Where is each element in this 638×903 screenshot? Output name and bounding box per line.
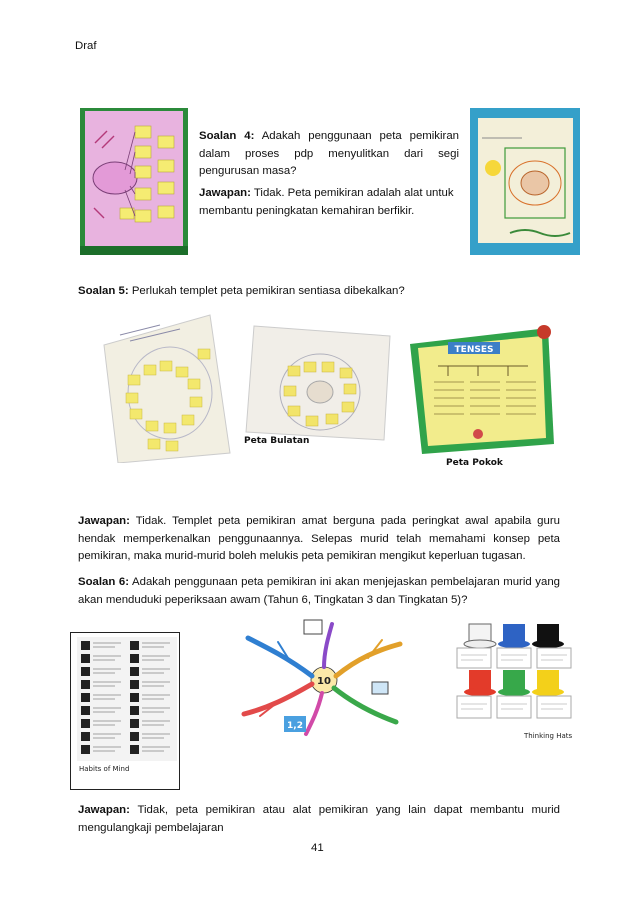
photo-habits-of-mind	[70, 632, 180, 790]
q6-question	[78, 574, 560, 609]
q4-question	[199, 128, 459, 181]
photo-mind-map	[228, 618, 410, 738]
q6-answer	[78, 802, 560, 837]
caption-habits-of-mind: Habits of Mind	[79, 765, 130, 773]
mindmap-note-text: 1,2	[287, 721, 303, 731]
photo-thinking-hats	[455, 622, 573, 740]
caption-peta-bulatan: Peta Bulatan	[244, 436, 310, 446]
tree-title: TENSES	[454, 345, 494, 355]
caption-peta-pokok: Peta Pokok	[446, 458, 503, 468]
q4-text: Adakah penggunaan peta pemikiran dalam proses pdp menyulitkan dari segi pengurusan masa?	[199, 130, 459, 177]
q4-answer-label: Jawapan:	[199, 187, 251, 199]
photo-circle-map-sun	[470, 108, 580, 255]
header-label: Draf	[75, 40, 97, 52]
q5-answer	[78, 513, 560, 566]
q5-text: Perlukah templet peta pemikiran sentiasa dibekalkan?	[131, 285, 405, 297]
q6-label: Soalan 6:	[78, 576, 130, 588]
q5-label: Soalan 5:	[78, 285, 129, 297]
caption-thinking-hats: Thinking Hats	[524, 732, 573, 740]
q6-answer-label: Jawapan:	[78, 804, 130, 816]
photo-sticky-circle-map	[100, 305, 235, 463]
q5-answer-text: Tidak. Templet peta pemikiran amat berguna pada peringkat awal apabila guru hendak memperkenalkan penggunaannya. Selepas murid telah memahami konsep peta pemikiran, maka murid-murid boleh melukis peta pemikiran mengikut keperluan tugasan.	[78, 515, 560, 562]
photo-bubble-map-pink	[80, 108, 188, 255]
q5-question	[78, 283, 405, 301]
q5-answer-label: Jawapan:	[78, 515, 130, 527]
q6-answer-text: Tidak, peta pemikiran atau alat pemikiran yang lain dapat membantu murid mengulangkaji pembelajaran	[78, 804, 561, 834]
q6-text: Adakah penggunaan peta pemikiran ini akan menjejaskan pembelajaran murid yang akan menduduki peperiksaan awam (Tahun 6, Tingkatan 3 dan Tingkatan 5)?	[78, 576, 560, 606]
q4-answer	[199, 185, 459, 220]
mindmap-center-text: 10	[317, 676, 331, 687]
q4-answer-text: Tidak. Peta pemikiran adalah alat untuk membantu peningkatan kemahiran berfikir.	[199, 187, 454, 217]
photo-peta-bulatan	[244, 322, 392, 444]
photo-peta-pokok	[408, 322, 554, 454]
q4-label: Soalan 4:	[199, 130, 255, 142]
page-number: 41	[311, 842, 324, 854]
